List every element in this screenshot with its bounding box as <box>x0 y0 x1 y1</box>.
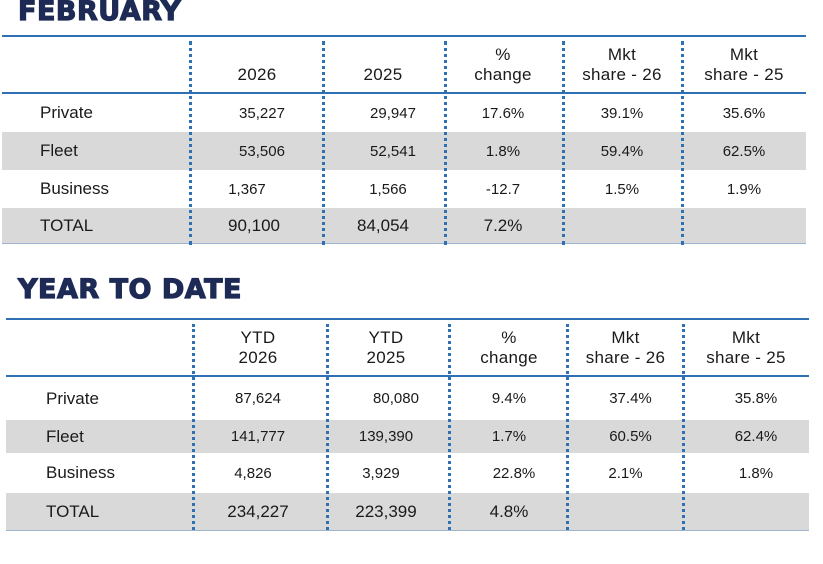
table-total-row <box>2 208 806 244</box>
cell-share-current: 39.1% <box>600 104 644 122</box>
cell-share-current: 59.4% <box>600 142 644 160</box>
cell-previous: 3,929 <box>362 464 400 482</box>
table-row <box>2 94 806 132</box>
header-pct-change: % change <box>480 328 538 367</box>
cell-previous: 223,399 <box>355 501 417 521</box>
header-ytd-2026: YTD 2026 <box>238 328 278 367</box>
row-label: Fleet <box>40 141 78 160</box>
column-divider <box>681 41 684 245</box>
cell-share-current <box>562 208 682 243</box>
table-row <box>6 377 809 420</box>
cell-previous: 1,566 <box>369 180 407 198</box>
row-label: TOTAL <box>40 215 94 235</box>
cell-share-current <box>568 493 683 530</box>
header-pct-change: % change <box>474 45 532 84</box>
cell-change: 4.8% <box>489 501 529 521</box>
cell-share-previous: 1.8% <box>738 464 774 482</box>
column-divider <box>448 324 451 530</box>
header-mkt-share-26: Mkt share - 26 <box>585 328 666 367</box>
column-divider <box>444 41 447 245</box>
cell-current: 53,506 <box>239 142 285 160</box>
cell-current: 87,624 <box>235 390 281 407</box>
table-row <box>6 453 809 493</box>
cell-change: 22.8% <box>492 464 536 482</box>
cell-current: 35,227 <box>239 104 285 122</box>
header-ytd-2025: YTD 2025 <box>366 328 406 367</box>
cell-share-previous: 35.8% <box>734 390 778 407</box>
column-divider <box>189 41 192 245</box>
cell-share-previous: 35.6% <box>722 104 766 122</box>
cell-change: 7.2% <box>483 215 523 235</box>
february-title: FEBRUARY <box>18 0 182 27</box>
table-header-row <box>6 320 809 377</box>
header-2025: 2025 <box>363 65 403 84</box>
cell-current: 141,777 <box>230 428 286 445</box>
cell-previous: 52,541 <box>370 142 416 160</box>
ytd-table <box>6 318 809 531</box>
header-mkt-share-25: Mkt share - 25 <box>706 328 786 367</box>
column-divider <box>192 324 195 530</box>
column-divider <box>562 41 565 245</box>
cell-share-previous: 1.9% <box>726 180 762 198</box>
cell-current: 4,826 <box>234 464 272 482</box>
column-divider <box>682 324 685 530</box>
cell-share-previous: 62.4% <box>734 428 778 445</box>
cell-change: -12.7 <box>485 180 521 198</box>
cell-previous: 80,080 <box>373 390 419 407</box>
cell-share-previous <box>683 493 809 530</box>
table-row <box>6 420 809 453</box>
cell-current: 1,367 <box>228 180 266 198</box>
row-label: TOTAL <box>46 501 100 521</box>
cell-previous: 139,390 <box>358 428 414 445</box>
header-mkt-share-25: Mkt share - 25 <box>704 45 784 84</box>
february-table <box>2 35 806 244</box>
table-row <box>2 132 806 170</box>
cell-share-current: 1.5% <box>604 180 640 198</box>
cell-share-current: 2.1% <box>608 464 643 482</box>
row-label: Fleet <box>46 426 84 446</box>
column-divider <box>566 324 569 530</box>
column-divider <box>326 324 329 530</box>
table-row <box>2 170 806 208</box>
cell-share-previous <box>682 208 806 243</box>
row-label: Business <box>40 179 109 198</box>
cell-change: 17.6% <box>481 104 525 122</box>
cell-current: 234,227 <box>227 501 289 521</box>
cell-change: 9.4% <box>491 390 527 407</box>
table-total-row <box>6 493 809 531</box>
cell-current: 90,100 <box>228 215 280 235</box>
row-label: Business <box>46 463 115 482</box>
table-header-row <box>2 37 806 94</box>
cell-share-current: 60.5% <box>609 428 652 445</box>
cell-share-current: 37.4% <box>609 390 652 407</box>
ytd-title: YEAR TO DATE <box>18 274 242 305</box>
header-mkt-share-26: Mkt share - 26 <box>582 45 662 84</box>
cell-change: 1.8% <box>485 142 521 160</box>
cell-share-previous: 62.5% <box>722 142 766 160</box>
row-label: Private <box>40 103 93 122</box>
cell-previous: 84,054 <box>357 215 409 235</box>
cell-change: 1.7% <box>491 428 527 445</box>
column-divider <box>322 41 325 245</box>
header-2026: 2026 <box>237 65 277 84</box>
cell-previous: 29,947 <box>370 104 416 122</box>
row-label: Private <box>46 388 99 408</box>
